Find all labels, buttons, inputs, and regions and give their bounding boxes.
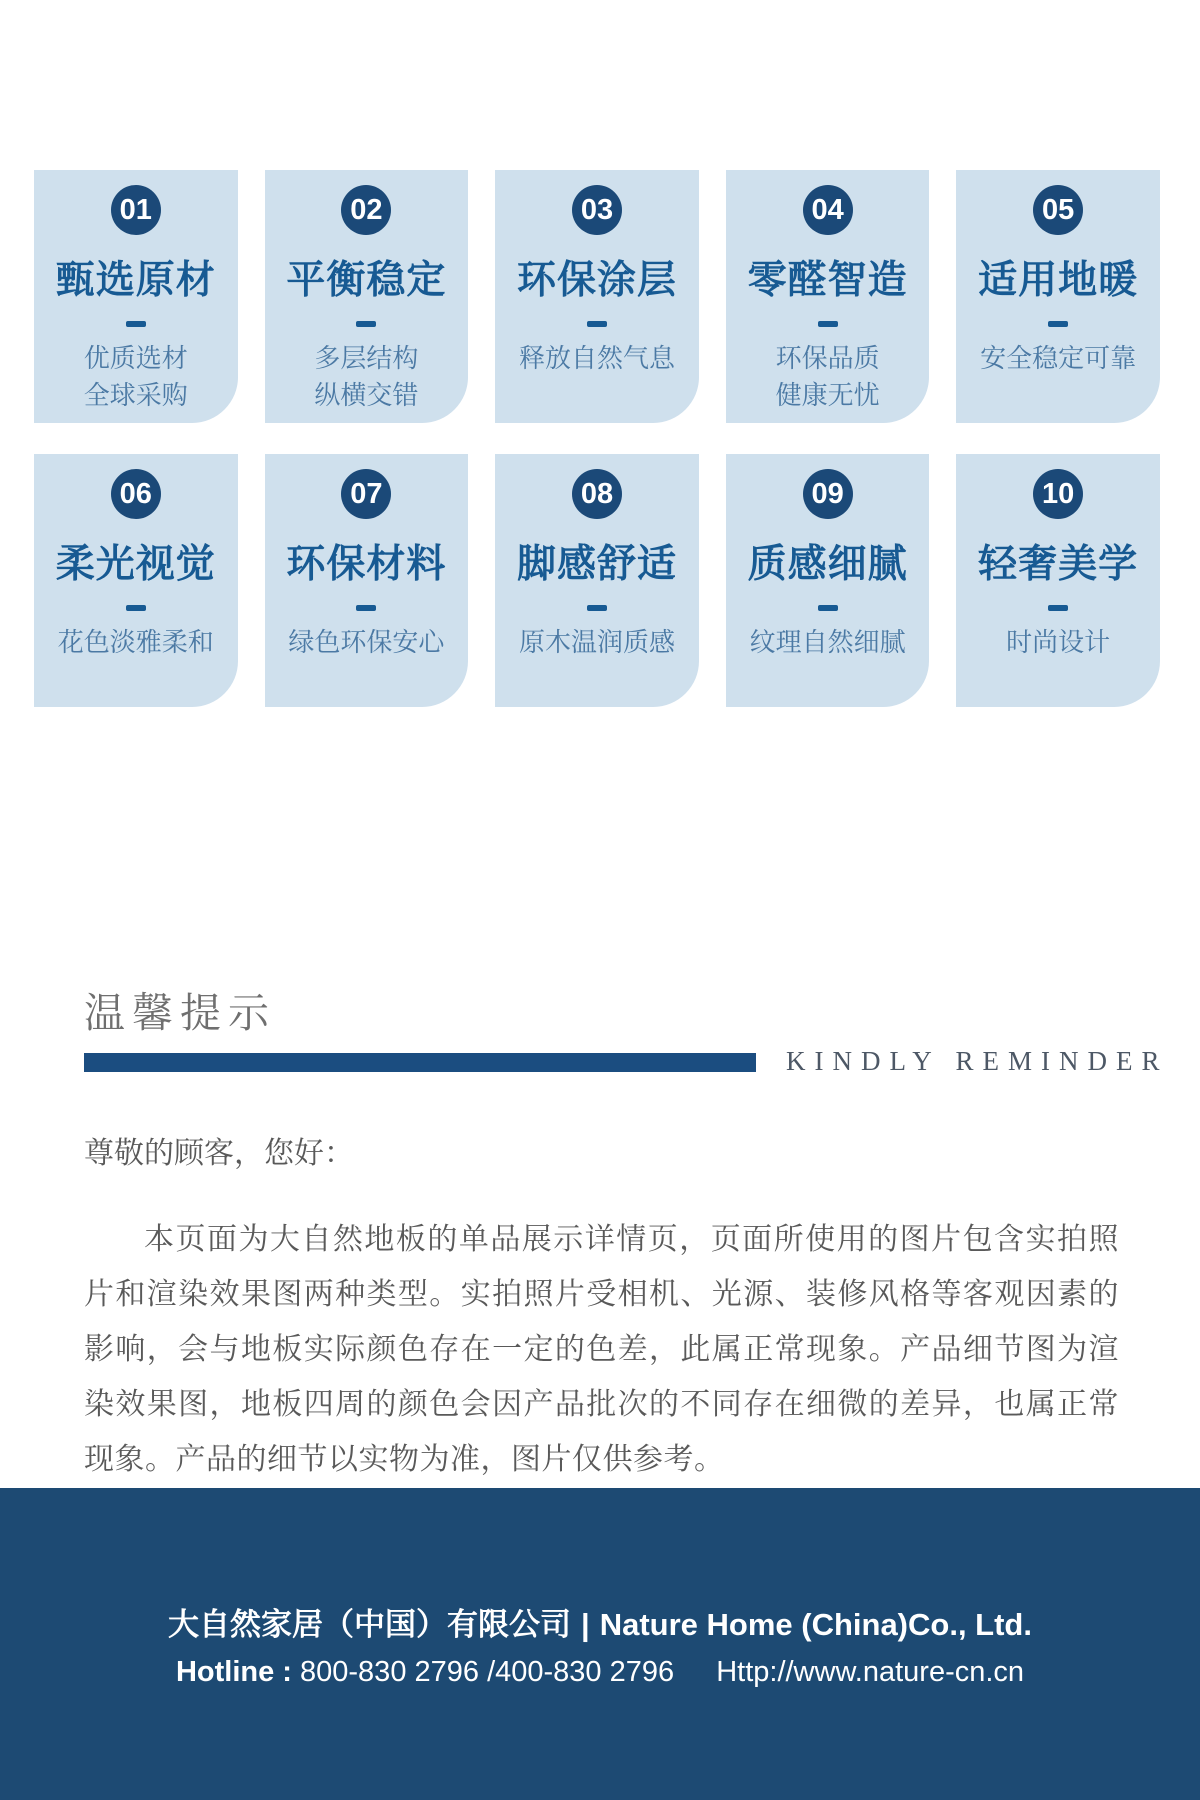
card-title: 零醛智造: [747, 259, 908, 302]
divider-dash: [126, 321, 146, 327]
card-number: 01: [119, 194, 152, 226]
company-name-cn: 大自然家居（中国）有限公司: [168, 1607, 572, 1642]
card-title: 甄选原材: [55, 259, 216, 302]
card-number-badge: [572, 185, 622, 235]
card-number: 09: [811, 478, 844, 510]
card-title: 平衡稳定: [286, 259, 447, 302]
divider-dash: [1048, 605, 1068, 611]
footer-company-line: [168, 1599, 1032, 1644]
feature-card-01: [34, 170, 238, 423]
card-number-badge: [1033, 185, 1083, 235]
feature-card-06: [34, 454, 238, 707]
feature-card-04: [726, 170, 930, 423]
subtitle-line: 花色淡雅柔和: [57, 627, 214, 657]
card-number-badge: [803, 469, 853, 519]
card-title: 适用地暖: [978, 259, 1139, 302]
card-title: 环保涂层: [516, 259, 677, 302]
subtitle-line: 释放自然气息: [518, 343, 675, 373]
feature-card-09: [726, 454, 930, 707]
card-title: 质感细腻: [747, 543, 908, 586]
card-number: 04: [811, 194, 844, 226]
card-number: 05: [1042, 194, 1075, 226]
subtitle-line: 纹理自然细腻: [749, 627, 906, 657]
customer-greeting: 尊敬的顾客，您好：: [84, 1137, 354, 1170]
card-number: 10: [1042, 478, 1075, 510]
website-url: Http://www.nature-cn.cn: [716, 1656, 1025, 1688]
card-title: 柔光视觉: [55, 543, 216, 586]
card-subtitle: [495, 624, 699, 661]
card-subtitle: [726, 624, 930, 661]
footer-divider: |: [581, 1607, 590, 1642]
card-subtitle: [495, 340, 699, 377]
feature-card-08: [495, 454, 699, 707]
card-number-badge: [341, 185, 391, 235]
company-name-en: Nature Home (China)Co., Ltd.: [599, 1607, 1032, 1642]
card-number-badge: [572, 469, 622, 519]
divider-dash: [1048, 321, 1068, 327]
subtitle-line: 多层结构: [314, 343, 419, 373]
card-number-badge: [1033, 469, 1083, 519]
card-number-badge: [803, 185, 853, 235]
divider-dash: [587, 321, 607, 327]
card-number: 06: [119, 478, 152, 510]
feature-card-03: [495, 170, 699, 423]
card-subtitle: [956, 340, 1160, 377]
subtitle-line: 纵横交错: [314, 380, 419, 410]
card-number-badge: [111, 469, 161, 519]
feature-card-05: [956, 170, 1160, 423]
card-subtitle: [265, 624, 469, 661]
feature-cards-row-2: [34, 454, 1160, 707]
divider-dash: [818, 605, 838, 611]
feature-card-07: [265, 454, 469, 707]
subtitle-line: 原木温润质感: [518, 627, 675, 657]
hotline-label: Hotline :: [175, 1656, 292, 1688]
hotline-numbers: 800-830 2796 /400-830 2796: [300, 1656, 675, 1688]
subtitle-line: 环保品质: [775, 343, 880, 373]
card-title: 环保材料: [286, 543, 447, 586]
card-number: 07: [350, 478, 383, 510]
subtitle-line: 绿色环保安心: [288, 627, 445, 657]
reminder-section-title: 温馨提示: [84, 990, 276, 1036]
subtitle-line: 优质选材: [83, 343, 188, 373]
card-subtitle: [956, 624, 1160, 661]
subtitle-line: 时尚设计: [1006, 627, 1111, 657]
card-number: 08: [580, 478, 614, 510]
divider-dash: [126, 605, 146, 611]
card-subtitle: [34, 340, 238, 414]
reminder-accent-bar: [84, 1053, 756, 1072]
footer: [0, 1488, 1200, 1800]
divider-dash: [818, 321, 838, 327]
card-title: 轻奢美学: [978, 543, 1139, 586]
card-number: 03: [580, 194, 614, 226]
feature-card-02: [265, 170, 469, 423]
divider-dash: [587, 605, 607, 611]
subtitle-line: 全球采购: [83, 380, 188, 410]
card-subtitle: [34, 624, 238, 661]
card-subtitle: [726, 340, 930, 414]
footer-contact-line: [176, 1656, 1024, 1689]
subtitle-line: 健康无忧: [775, 380, 880, 410]
card-title: 脚感舒适: [516, 543, 677, 586]
card-number-badge: [341, 469, 391, 519]
divider-dash: [356, 321, 376, 327]
subtitle-line: 安全稳定可靠: [980, 343, 1137, 373]
feature-cards-row-1: [34, 170, 1160, 423]
card-number-badge: [111, 185, 161, 235]
feature-card-10: [956, 454, 1160, 707]
divider-dash: [356, 605, 376, 611]
card-number: 02: [350, 194, 383, 226]
notice-paragraph: 本页面为大自然地板的单品展示详情页，页面所使用的图片包含实拍照片和渲染效果图两种类型。实拍照片受相机、光源、装修风格等客观因素的影响，会与地板实际颜色存在一定的色差，此属正常现象。产品细节图为渲染效果图，地板四周的颜色会因产品批次的不同存在细微的差异，也属正常现象。产品的细节以实物为准，图片仅供参考。: [84, 1223, 1119, 1476]
reminder-section-title-en: KINDLY REMINDER: [786, 1046, 1169, 1076]
card-subtitle: [265, 340, 469, 414]
